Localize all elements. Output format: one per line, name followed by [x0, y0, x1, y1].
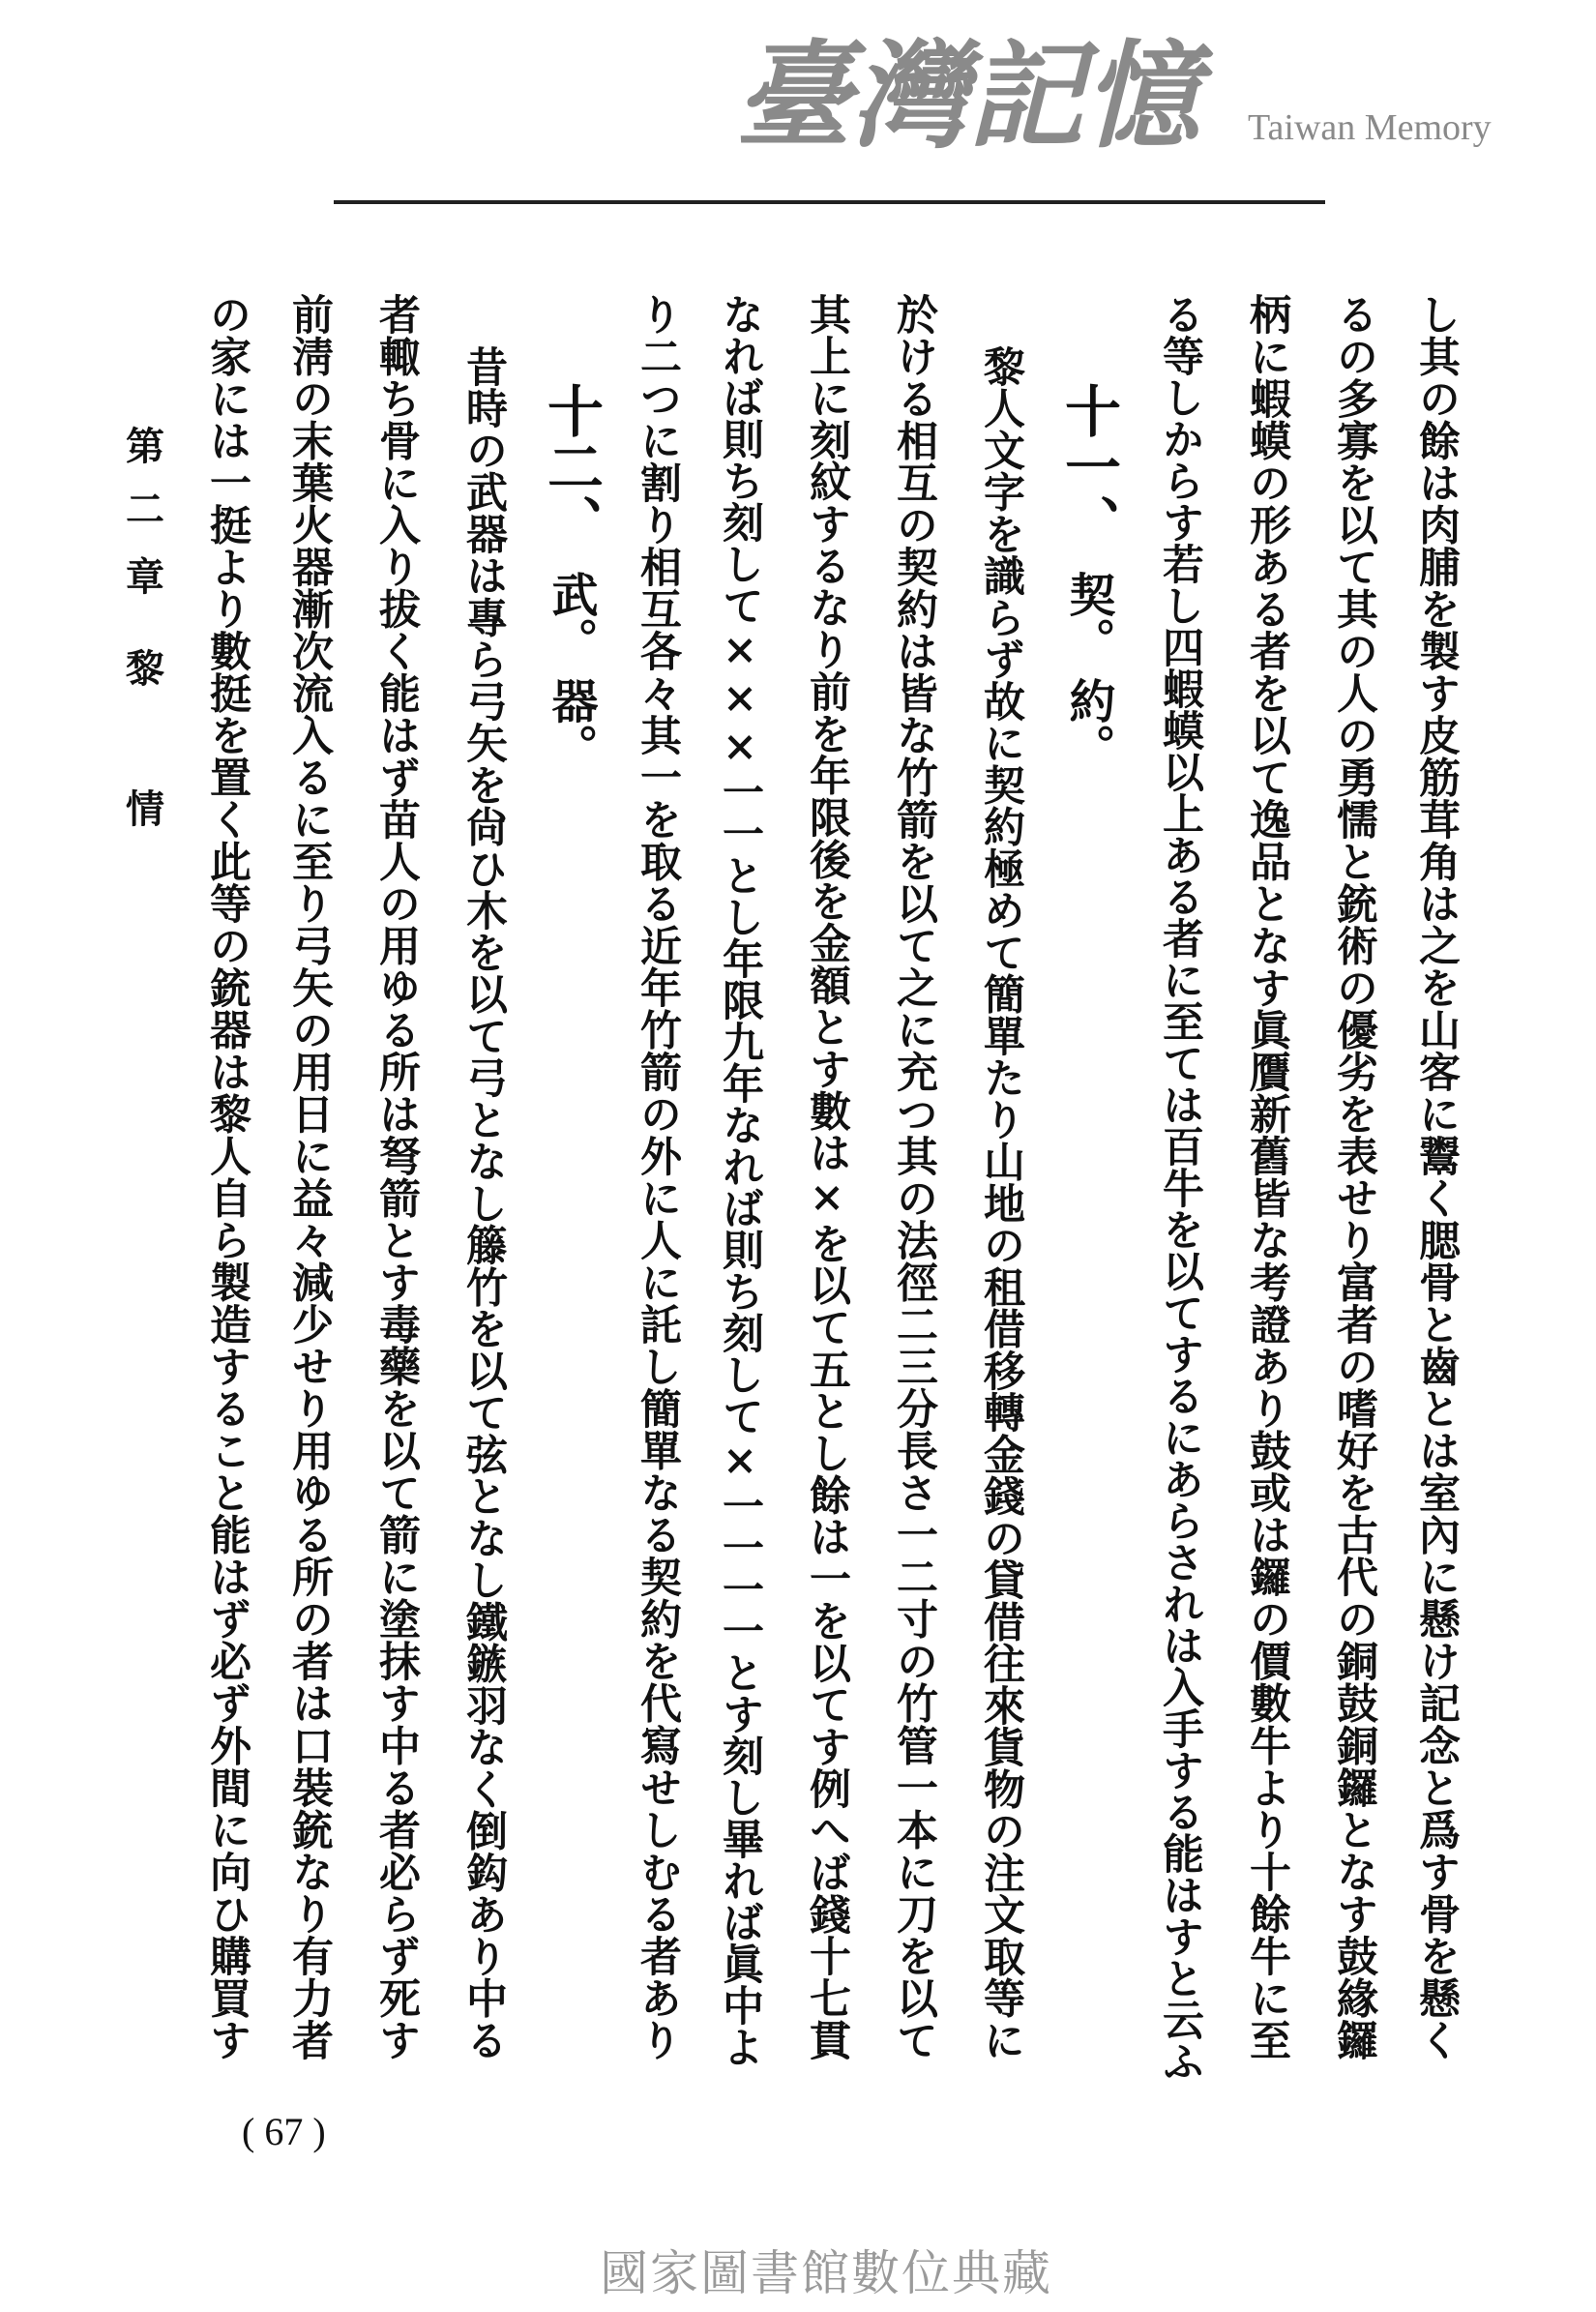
text-column: るの多寡を以て其の人の勇懦と銃術の優劣を表せり富者の嗜好を古代の銅鼓銅鑼となす鼓緣鑼: [1330, 293, 1378, 2061]
text-column: 於ける相互の契約は皆な竹箭を以て之に充つ其の法徑二三分長さ一二寸の竹管一本に刀を以て: [890, 293, 938, 2061]
section-12-title-2: 器。: [544, 677, 598, 770]
chapter-label-char: 情: [126, 786, 164, 832]
text-column: 前淸の末葉火器漸次流入るに至り弓矢の用日に益々減少せり用ゆる所の者は口裝銃なり有力者: [285, 293, 334, 2061]
text-column: 者輙ち骨に入り拔く能はず苗人の用ゆる所は弩箭とす毒藥を以て箭に塗抹す中る者必らず死す: [372, 293, 421, 2061]
section-11-title-2: 約。: [1061, 677, 1115, 770]
chapter-label-char: 章: [126, 554, 164, 600]
text-column: る等しからす若し四蝦蟆以上ある者に至ては百牛を以てするにあらされは入手する能はすと云ふ: [1156, 293, 1204, 2082]
text-column: 其上に刻紋するなり前を年限後を金額とす數は×を以て五とし餘は一を以てす例へば錢十七貫: [803, 293, 851, 2060]
section-12-number: 十二、: [538, 382, 604, 550]
section-11-title-1: 契。: [1061, 571, 1115, 664]
page-number: ( 67 ): [242, 2110, 326, 2153]
text-column: 昔時の武器は專ら弓矢を尙ひ木を以て弓となし籐竹を以て弦となし鐵鏃羽なく倒鈎あり中る: [459, 345, 508, 2060]
watermark-logo: 臺灣記憶: [735, 28, 1199, 164]
section-12-title-1: 武。: [544, 571, 598, 664]
chapter-label-char: 二: [126, 487, 164, 532]
text-column: り二つに割り相互各々其一を取る近年竹箭の外に人に託し簡單なる契約を代寫せしむる者あり: [634, 293, 682, 2061]
footer-credit: 國家圖書館數位典藏: [600, 2245, 1052, 2301]
text-column: し其の餘は肉脯を製す皮筋茸角は之を山客に鬻く腮骨と齒とは室內に懸け記念と爲す骨を懸く: [1412, 293, 1461, 2061]
chapter-label-char: 第: [126, 424, 164, 469]
text-column: の家には一挺より數挺を置く此等の銃器は黎人自ら製造すること能はず必ず外間に向ひ購買す: [203, 293, 251, 2061]
text-column: 柄に蝦蟆の形ある者を以て逸品となす眞贋新舊皆な考證あり鼓或は鑼の價數牛より十餘牛に至: [1243, 293, 1291, 2061]
text-column: 黎人文字を識らず故に契約極めて簡單たり山地の租借移轉金錢の貸借往來貨物の注文取等に: [977, 345, 1025, 2060]
text-column: なれば則ち刻して×××一一とし年限九年なれば則ち刻して×一一一一とす刻し畢れば眞中よ: [716, 293, 764, 2067]
watermark-text: Taiwan Memory: [1248, 107, 1492, 148]
section-11-number: 十一、: [1055, 382, 1121, 550]
chapter-label-char: 黎: [126, 646, 164, 692]
header-rule: [334, 200, 1325, 204]
